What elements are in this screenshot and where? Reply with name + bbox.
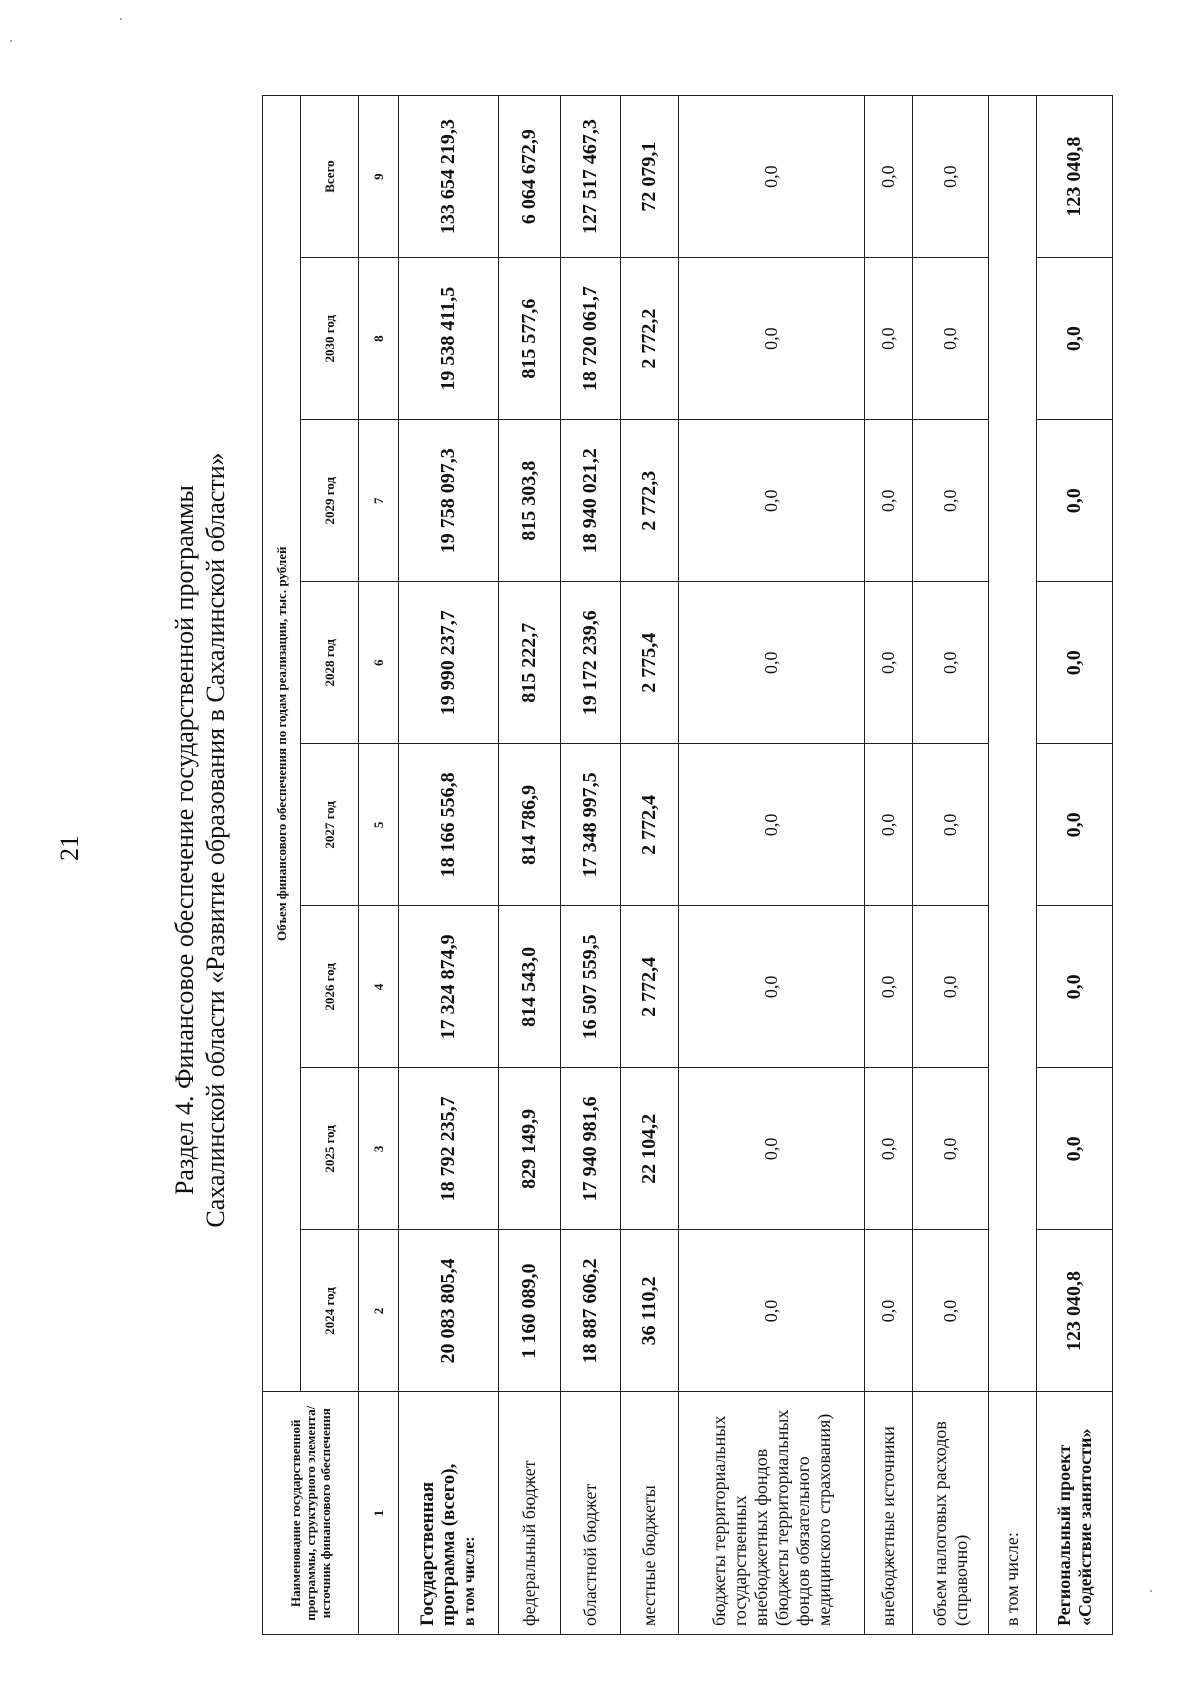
row-name: бюджеты территориальных государственных внебюджетных фондов (бюджеты территориальных фондов обязательного медицинского страхования): [679, 1392, 865, 1635]
scan-speck: [10, 40, 12, 42]
table-cell: 0,0: [679, 96, 865, 258]
table-cell: 2 772,4: [621, 744, 679, 906]
col-number: 3: [359, 1068, 399, 1230]
header-year: 2028 год: [301, 582, 359, 744]
table-cell: 0,0: [913, 96, 989, 258]
row-name: [399, 1392, 499, 1635]
table-cell: 20 083 805,4: [399, 1230, 499, 1392]
table-cell: 36 110,2: [621, 1230, 679, 1392]
table-cell: 19 172 239,6: [561, 582, 621, 744]
header-row-col-numbers: [359, 96, 399, 1635]
row-name: федеральный бюджет: [499, 1392, 561, 1635]
table-cell: 2 772,2: [621, 258, 679, 420]
page-number: 21: [55, 835, 84, 861]
table-cell: 0,0: [913, 906, 989, 1068]
row-name: Региональный проект «Содействие занятости»: [1037, 1392, 1113, 1635]
table-cell: 0,0: [913, 744, 989, 906]
table-cell: 814 543,0: [499, 906, 561, 1068]
header-year: 2027 год: [301, 744, 359, 906]
table-cell: 815 222,7: [499, 582, 561, 744]
table-cell: 6 064 672,9: [499, 96, 561, 258]
table-cell: 18 166 556,8: [399, 744, 499, 906]
table-cell: 133 654 219,3: [399, 96, 499, 258]
col-number: 7: [359, 420, 399, 582]
table-row-federal: [499, 96, 561, 1635]
table-cell: 19 758 097,3: [399, 420, 499, 582]
table-cell: 0,0: [865, 1230, 913, 1392]
table-cell: 1 160 089,0: [499, 1230, 561, 1392]
col-number: 2: [359, 1230, 399, 1392]
table-cell: 829 149,9: [499, 1068, 561, 1230]
table-cell: 0,0: [913, 1068, 989, 1230]
table-cell: 22 104,2: [621, 1068, 679, 1230]
table-cell: 815 303,8: [499, 420, 561, 582]
table-cell: 2 772,3: [621, 420, 679, 582]
table-cell: 123 040,8: [1037, 1230, 1113, 1392]
table-row-regional-project: [1037, 96, 1113, 1635]
table-cell: 0,0: [865, 258, 913, 420]
scan-speck: [1150, 1590, 1152, 1592]
col-number: 8: [359, 258, 399, 420]
program-name: Государственная программа (всего),: [417, 1463, 459, 1626]
section-title: [169, 290, 231, 1390]
scan-speck: [120, 18, 122, 20]
row-name: в том числе:: [989, 1392, 1037, 1635]
header-year: 2029 год: [301, 420, 359, 582]
table-cell: 17 324 874,9: [399, 906, 499, 1068]
table-cell: 0,0: [865, 96, 913, 258]
table-cell: 0,0: [913, 582, 989, 744]
header-year: 2024 год: [301, 1230, 359, 1392]
table-row-extrabudgetary-funds: [679, 96, 865, 1635]
table-cell: 19 538 411,5: [399, 258, 499, 420]
table-cell: 19 990 237,7: [399, 582, 499, 744]
table-cell: 0,0: [865, 744, 913, 906]
financing-table: [262, 95, 1113, 1635]
table-cell: 18 792 235,7: [399, 1068, 499, 1230]
col-number: 6: [359, 582, 399, 744]
table-cell: 0,0: [679, 906, 865, 1068]
table-row-local: [621, 96, 679, 1635]
program-subtitle: в том числе:: [461, 1536, 478, 1626]
header-year: 2026 год: [301, 906, 359, 1068]
header-total: Всего: [301, 96, 359, 258]
header-year: 2025 год: [301, 1068, 359, 1230]
col-number: 9: [359, 96, 399, 258]
table-row-nonbudget-sources: [865, 96, 913, 1635]
table-cell: 17 940 981,6: [561, 1068, 621, 1230]
table-cell: 0,0: [679, 582, 865, 744]
section-title-line2: Сахалинской области «Развитие образования в Сахалинской области»: [201, 452, 230, 1228]
table-row-regional: [561, 96, 621, 1635]
table-cell: 0,0: [679, 744, 865, 906]
table-cell: 0,0: [1037, 582, 1113, 744]
table-cell: 0,0: [679, 258, 865, 420]
table-cell: 0,0: [865, 1068, 913, 1230]
table-cell: 0,0: [865, 906, 913, 1068]
empty-span-cell: [989, 96, 1037, 1392]
row-name: областной бюджет: [561, 1392, 621, 1635]
header-year: 2030 год: [301, 258, 359, 420]
col-number: 5: [359, 744, 399, 906]
table-cell: 0,0: [1037, 258, 1113, 420]
table-row-including: [989, 96, 1037, 1635]
table-cell: 0,0: [1037, 1068, 1113, 1230]
row-name: внебюджетные источники: [865, 1392, 913, 1635]
header-funding-group: Объем финансового обеспечения по годам реализации, тыс. рублей: [263, 96, 301, 1392]
table-cell: 17 348 997,5: [561, 744, 621, 906]
section-title-line1: Раздел 4. Финансовое обеспечение государственной программы: [170, 484, 199, 1196]
table-cell: 0,0: [1037, 420, 1113, 582]
table-cell: 123 040,8: [1037, 96, 1113, 258]
table-cell: 0,0: [1037, 906, 1113, 1068]
table-cell: 0,0: [913, 258, 989, 420]
header-row-group: [263, 96, 301, 1635]
table-cell: 0,0: [1037, 744, 1113, 906]
table-cell: 0,0: [865, 420, 913, 582]
table-row-tax-expenditures: [913, 96, 989, 1635]
table-cell: 0,0: [913, 420, 989, 582]
table-cell: 0,0: [679, 420, 865, 582]
table-cell: 72 079,1: [621, 96, 679, 258]
table-cell: 0,0: [679, 1068, 865, 1230]
table-cell: 814 786,9: [499, 744, 561, 906]
col-number: 1: [359, 1392, 399, 1635]
table-row-program-total: [399, 96, 499, 1635]
table-cell: 18 720 061,7: [561, 258, 621, 420]
table-cell: 0,0: [865, 582, 913, 744]
table-cell: 815 577,6: [499, 258, 561, 420]
row-name: объем налоговых расходов (справочно): [913, 1392, 989, 1635]
table-cell: 0,0: [913, 1230, 989, 1392]
rotated-table-container: [262, 95, 1112, 1635]
table-cell: 127 517 467,3: [561, 96, 621, 258]
table-cell: 2 772,4: [621, 906, 679, 1068]
col-number: 4: [359, 906, 399, 1068]
table-cell: 18 887 606,2: [561, 1230, 621, 1392]
header-name-column: Наименование государственной программы, структурного элемента/источник финансового обеспечения: [263, 1392, 359, 1635]
table-cell: 2 775,4: [621, 582, 679, 744]
table-cell: 18 940 021,2: [561, 420, 621, 582]
table-cell: 16 507 559,5: [561, 906, 621, 1068]
row-name: местные бюджеты: [621, 1392, 679, 1635]
table-cell: 0,0: [679, 1230, 865, 1392]
